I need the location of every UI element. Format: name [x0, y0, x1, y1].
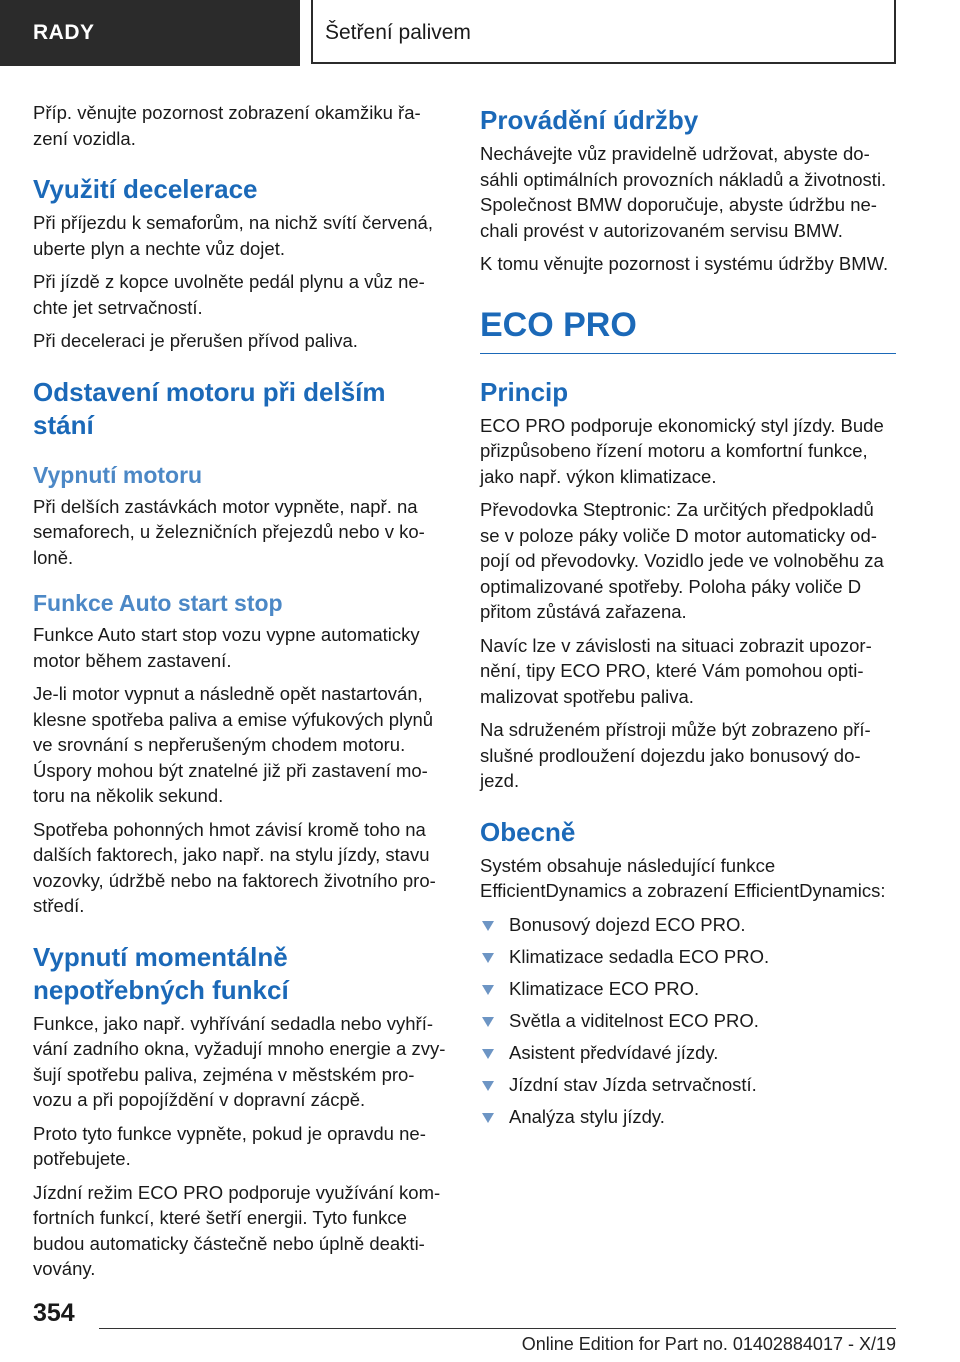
paragraph: Funkce Auto start stop vozu vypne automaticky motor během zastavení.: [33, 624, 420, 671]
subheading-auto-start-stop: Funkce Auto start stop: [33, 590, 283, 616]
list-item-text: Analýza stylu jízdy.: [509, 1105, 665, 1127]
triangle-bullet-icon: [482, 1081, 494, 1091]
triangle-bullet-icon: [482, 985, 494, 995]
list-item: [480, 944, 896, 970]
paragraph: Systém obsahuje následující funkce EfficientDynamics a zobrazení EfficientDynamics:: [480, 854, 886, 901]
heading-disable-functions: Vypnutí momentálně nepotřebných funkcí: [33, 941, 289, 1005]
list-item-text: Asistent předvídavé jízdy.: [509, 1041, 719, 1063]
footer-divider: [99, 1328, 896, 1329]
paragraph: Jízdní režim ECO PRO podporuje využívání kom-fortních funkcí, které šetří energii. Tyto funkce budou automaticky částečně nebo úplně deakti-vovány.: [33, 1181, 441, 1279]
chapter-label: Šetření palivem: [311, 0, 896, 64]
paragraph: Při příjezdu k semaforům, na nichž svítí červená, uberte plyn a nechte vůz dojet.: [33, 212, 433, 259]
triangle-bullet-icon: [482, 1049, 494, 1059]
list-item-text: Světla a viditelnost ECO PRO.: [509, 1009, 759, 1031]
right-column: [480, 100, 896, 1136]
paragraph: ECO PRO podporuje ekonomický styl jízdy. Bude přizpůsobeno řízení motoru a komfortní funkce, jako např. výkon klimatizace.: [480, 414, 884, 487]
paragraph: K tomu věnujte pozornost i systému údržby BMW.: [480, 253, 889, 274]
paragraph: Proto tyto funkce vypněte, pokud je opravdu ne-potřebujete.: [33, 1122, 426, 1169]
list-item: [480, 912, 896, 938]
function-list: [480, 912, 896, 1130]
intro-paragraph: Příp. věnujte pozornost zobrazení okamžiku řa-zení vozidla.: [33, 102, 421, 149]
paragraph: Funkce, jako např. vyhřívání sedadla nebo vyhří-vání zadního okna, vyžadují mnoho energie a zvy-šují spotřebu paliva, zejména v městském pro-vozu a při popojíždění v dopravní zácpě.: [33, 1012, 446, 1110]
heading-general: Obecně: [480, 816, 576, 847]
paragraph: Spotřeba pohonných hmot závisí kromě toho na dalších faktorech, jako např. na stylu jízdy, stavu vozovky, údržbě nebo na faktorech životního pro-středí.: [33, 818, 436, 916]
paragraph: Při deceleraci je přerušen přívod paliva.: [33, 330, 358, 351]
list-item-text: Klimatizace sedadla ECO PRO.: [509, 945, 770, 967]
subheading-engine-off: Vypnutí motoru: [33, 461, 203, 488]
paragraph: Převodovka Steptronic: Za určitých předpokladů se v poloze páky voliče D motor automaticky od-pojí od převodovky. Vozidlo jede ve volnoběhu za optimalizované spotřeby. Poloha páky voliče D přitom zůstává zařazena.: [480, 499, 884, 622]
heading-maintenance: Provádění údržby: [480, 105, 699, 135]
left-column: [33, 100, 447, 1290]
paragraph: Je-li motor vypnut a následně opět nastartován, klesne spotřeba paliva a emise výfukových plynů ve srovnání s nepřerušeným chodem motoru. Úspory mohou být znatelné již při zastavení mo-toru na několik sekund.: [33, 683, 434, 806]
paragraph: Nechávejte vůz pravidelně udržovat, abyste do-sáhli optimálních provozních nákladů a životnosti. Společnost BMW doporučuje, abyste údržbu ne-chali provést v autorizovaném servisu BMW.: [480, 143, 887, 241]
footer-edition: Online Edition for Part no. 01402884017 - X/19: [521, 1334, 896, 1354]
list-item-text: Klimatizace ECO PRO.: [509, 977, 700, 999]
paragraph: Na sdruženém přístroji může být zobrazeno pří-slušné prodloužení dojezdu jako bonusový do-jezd.: [480, 719, 871, 791]
list-item: [480, 976, 896, 1002]
paragraph: Při delších zastávkách motor vypněte, např. na semaforech, u železničních přejezdů nebo v ko-loně.: [33, 495, 425, 568]
triangle-bullet-icon: [482, 1113, 494, 1123]
triangle-bullet-icon: [482, 1017, 494, 1027]
chapter-title: ECO PRO: [480, 303, 896, 354]
list-item-text: Jízdní stav Jízda setrvačností.: [509, 1073, 757, 1095]
list-item: [480, 1104, 896, 1130]
heading-principle: Princip: [480, 376, 569, 407]
heading-deceleration: Využití decelerace: [33, 174, 258, 204]
list-item: [480, 1040, 896, 1066]
page-header: [0, 0, 960, 66]
paragraph: Při jízdě z kopce uvolněte pedál plynu a vůz ne-chte jet setrvačností.: [33, 271, 425, 318]
list-item: [480, 1072, 896, 1098]
list-item-text: Bonusový dojezd ECO PRO.: [509, 913, 746, 935]
page-number: 354: [33, 1299, 75, 1327]
section-label: RADY: [0, 0, 300, 66]
list-item: [480, 1008, 896, 1034]
triangle-bullet-icon: [482, 921, 494, 931]
heading-engine-stop: Odstavení motoru při delším stání: [33, 376, 386, 440]
paragraph: Navíc lze v závislosti na situaci zobrazit upozor-nění, tipy ECO PRO, které Vám pomohou opti-malizovat spotřebu paliva.: [480, 634, 872, 707]
triangle-bullet-icon: [482, 953, 494, 963]
